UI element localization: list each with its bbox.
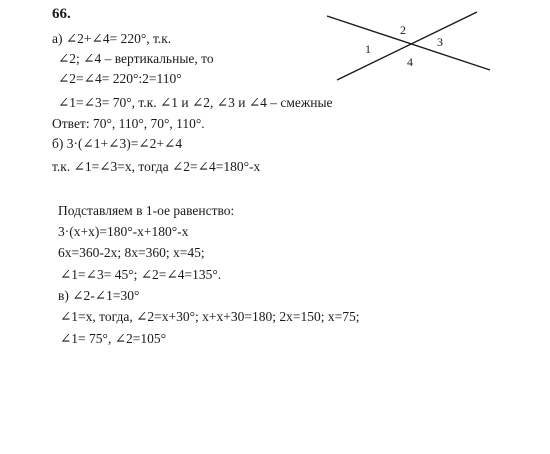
solution-line-11: ∠1=∠3= 45°; ∠2=∠4=135°.: [60, 267, 222, 282]
figure-svg: [325, 8, 495, 84]
angle-label-3: 3: [437, 35, 443, 49]
solution-line-8: Подставляем в 1-ое равенство:: [58, 203, 235, 218]
line-b: [337, 12, 477, 80]
solution-line-13: ∠1=x, тогда, ∠2=x+30°; x+x+30=180; 2x=150; x=75;: [60, 309, 360, 324]
intersecting-lines-figure: [325, 8, 495, 84]
angle-label-1: 1: [365, 42, 371, 56]
solution-line-12: в) ∠2-∠1=30°: [58, 288, 140, 303]
angle-label-4: 4: [407, 55, 413, 69]
problem-number: 66.: [52, 6, 71, 22]
solution-line-10: 6x=360-2x; 8x=360; x=45;: [58, 245, 205, 260]
solution-line-6: б) 3·(∠1+∠3)=∠2+∠4: [52, 136, 183, 151]
solution-line-9: 3·(x+x)=180°-x+180°-x: [58, 224, 189, 239]
angle-label-2: 2: [400, 23, 406, 37]
solution-line-14: ∠1= 75°, ∠2=105°: [60, 331, 167, 346]
solution-line-2: ∠2; ∠4 – вертикальные, то: [58, 51, 214, 66]
solution-line-5: Ответ: 70°, 110°, 70°, 110°.: [52, 116, 205, 131]
solution-line-3: ∠2=∠4= 220°:2=110°: [58, 71, 182, 86]
solution-line-4: ∠1=∠3= 70°, т.к. ∠1 и ∠2, ∠3 и ∠4 – смежные: [58, 95, 333, 110]
solution-line-1: а) ∠2+∠4= 220°, т.к.: [52, 31, 172, 46]
solution-line-7: т.к. ∠1=∠3=x, тогда ∠2=∠4=180°-x: [52, 159, 261, 174]
